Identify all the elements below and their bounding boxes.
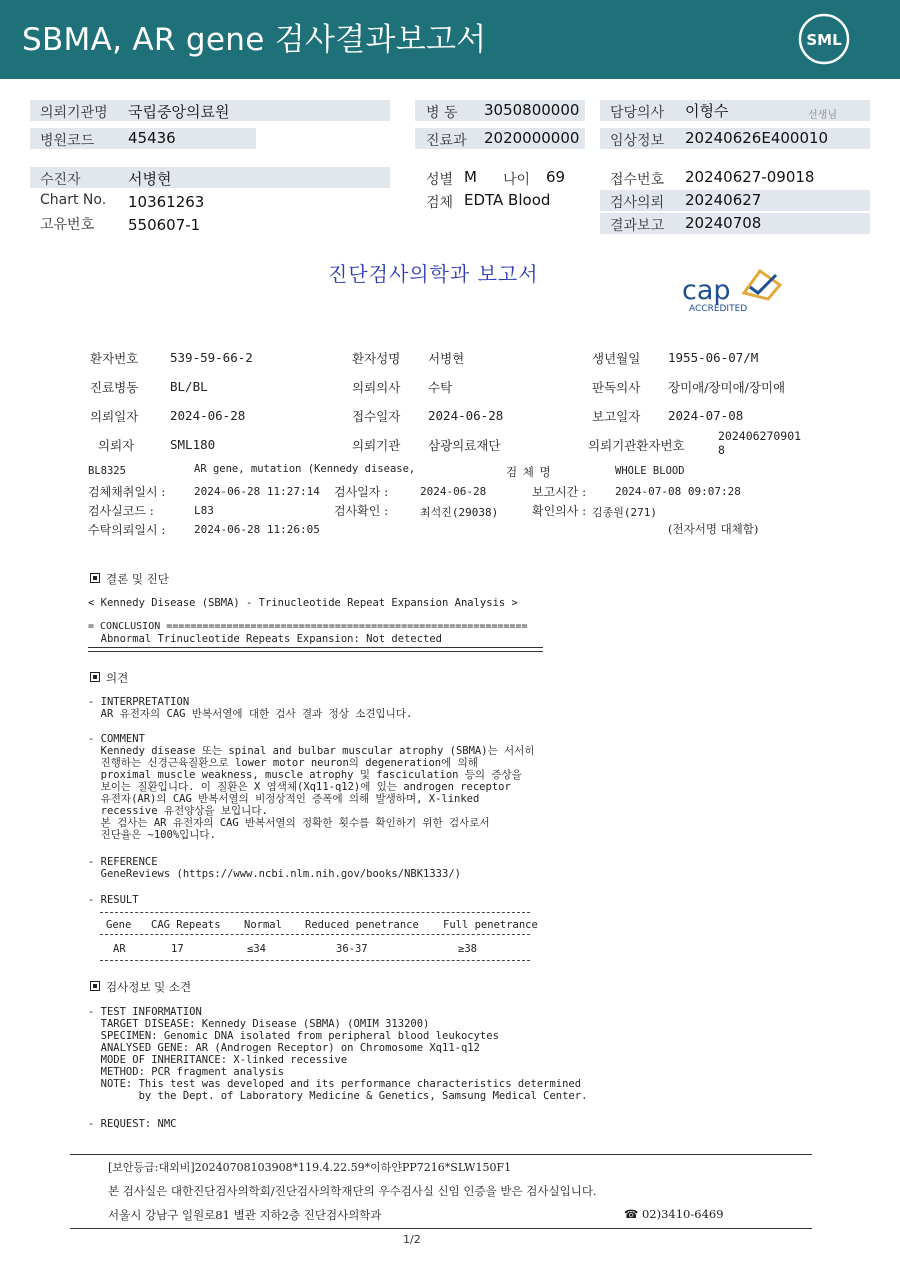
conclusion-text: Abnormal Trinucleotide Repeats Expansion: Not detected (88, 633, 443, 645)
ward-value: 3050800000 (484, 101, 580, 119)
result-col-gene: Gene (106, 919, 132, 931)
security-line: [보안등급:대외비]20240708103908*119.4.22.59*이하얀PP7216*SLW150F1 (108, 1161, 512, 1174)
cap-accredited-logo-icon (680, 265, 790, 315)
receipt-label: 접수번호 (610, 172, 665, 188)
rdoc-value: 수탁 (428, 380, 453, 395)
ward-label: 병 동 (426, 105, 458, 121)
rinst-value: 삼광의료재단 (428, 438, 501, 453)
result-cell-cag: 17 (171, 943, 184, 955)
page-number: 1/2 (403, 1233, 421, 1246)
phone-line: ☎ 02)3410-6469 (624, 1207, 724, 1221)
uid-value: 550607-1 (128, 216, 201, 234)
collect-value: 2024-06-28 11:27:14 (194, 485, 320, 498)
comment-line: proximal muscle weakness, muscle atrophy 및 fasciculation 등의 증상을 (88, 769, 522, 781)
svg-text:cap: cap (682, 275, 731, 306)
confirm-value: 최석진(29038) (420, 506, 499, 519)
doctor-suffix: 선생님 (808, 110, 837, 121)
rep-value: 2024-07-08 (668, 408, 744, 423)
test-info-line: NOTE: This test was developed and its performance characteristics determined (88, 1078, 582, 1090)
result-table-rule (100, 912, 530, 913)
test-code: BL8325 (88, 465, 126, 477)
rinst-pid-value-2: 8 (718, 443, 725, 457)
address-line: 서울시 강남구 일원로81 별관 지하2층 진단검사의학과 (108, 1208, 382, 1222)
reference-heading: - REFERENCE (88, 856, 158, 868)
recv-value: 2024-06-28 (428, 408, 504, 423)
age-value: 69 (546, 168, 566, 186)
result-col-cag: CAG Repeats (151, 919, 221, 931)
confirm-doc-label: 확인의사 : (532, 504, 587, 518)
pname-value: 서병현 (428, 351, 465, 366)
comment-line: 본 검사는 AR 유전자의 CAG 반복서열의 정확한 횟수를 확인하기 위한 검사로서 (88, 817, 490, 829)
testinfo-heading-text: 검사정보 및 소견 (106, 980, 192, 994)
testdate-value: 2024-06-28 (420, 485, 487, 498)
interpretation-heading: - INTERPRETATION (88, 696, 190, 708)
esign-note: (전자서명 대체함) (668, 522, 759, 536)
rdate-label: 의뢰일자 (90, 409, 139, 424)
ward2-value: BL/BL (170, 379, 208, 394)
result-heading: - RESULT (88, 894, 139, 906)
test-req-value: 20240627 (685, 191, 762, 209)
test-info-line: MODE OF INHERITANCE: X-linked recessive (88, 1054, 348, 1066)
result-label: 결과보고 (610, 218, 665, 234)
comment-line: 진단율은 ~100%입니다. (88, 829, 216, 841)
test-req-label: 검사의뢰 (610, 195, 665, 211)
conclusion-heading (90, 571, 169, 587)
opinion-heading-text: 의견 (106, 671, 129, 685)
clinical-value: 20240626E400010 (685, 129, 829, 147)
result-cell-normal: ≤34 (247, 943, 266, 955)
test-info-line: ANALYSED GENE: AR (Androgen Receptor) on Chromosome Xq11-q12 (88, 1042, 480, 1054)
result-col-normal: Normal (244, 919, 282, 931)
opinion-heading (90, 670, 128, 686)
rep-label: 보고일자 (592, 409, 641, 424)
dob-label: 생년월일 (592, 351, 641, 366)
specimen-name-value: WHOLE BLOOD (615, 465, 685, 477)
conclusion-heading-text: 결론 및 진단 (106, 572, 169, 586)
rinst-pid-label: 의뢰기관환자번호 (588, 438, 685, 453)
pid-value: 539-59-66-2 (170, 350, 253, 365)
test-info-line: by the Dept. of Laboratory Medicine & Genetics, Samsung Medical Center. (88, 1090, 588, 1102)
rdate-value: 2024-06-28 (170, 408, 246, 423)
reporttime-value: 2024-07-08 09:07:28 (615, 485, 741, 498)
pname-label: 환자성명 (352, 351, 401, 366)
pid-label: 환자번호 (90, 351, 139, 366)
judge-value: 장미애/장미애/장미애 (668, 380, 786, 395)
chart-value: 10361263 (128, 193, 205, 211)
rinst-pid-value-1: 202406270901 (718, 429, 802, 443)
clinical-label: 임상정보 (610, 133, 665, 149)
ward2-label: 진료병동 (90, 380, 139, 395)
req-inst-label: 의뢰기관명 (40, 105, 108, 121)
doctor-label: 담당의사 (610, 105, 665, 121)
specimen-label: 검체 (426, 195, 454, 211)
comment-line: 유전자(AR)의 CAG 반복서열의 비정상적인 증폭에 의해 발생하며, X-linked (88, 793, 480, 805)
square-bullet-icon (90, 672, 100, 682)
room-label: 검사실코드 : (88, 504, 154, 518)
specimen-name-label: 검 체 명 (506, 465, 552, 479)
sex-value: M (464, 168, 477, 186)
receipt-value: 20240627-09018 (685, 168, 815, 186)
hosp-code-label: 병원코드 (40, 133, 95, 149)
receive-label: 수탁의뢰일시 : (88, 523, 166, 537)
age-label: 나이 (503, 172, 531, 188)
sex-label: 성별 (426, 172, 454, 188)
square-bullet-icon (90, 981, 100, 991)
patient-label: 수진자 (40, 172, 81, 188)
result-col-full: Full penetrance (443, 919, 538, 931)
requester-label: 의뢰자 (98, 438, 135, 453)
confirm-label: 검사확인 : (334, 504, 389, 518)
cert-line: 본 검사실은 대한진단검사의학회/진단검사의학재단의 우수검사실 신임 인증을 받은 검사실입니다. (108, 1184, 597, 1198)
conclusion-rule: = CONCLUSION ============================================================ (88, 621, 528, 632)
footer-rule (70, 1154, 812, 1155)
collect-label: 검체채취일시 : (88, 485, 166, 499)
svg-text:SML: SML (806, 31, 842, 49)
test-info-line: SPECIMEN: Genomic DNA isolated from peripheral blood leukocytes (88, 1030, 499, 1042)
comment-line: Kennedy disease 또는 spinal and bulbar muscular atrophy (SBMA)는 서서히 (88, 745, 535, 757)
reporttime-label: 보고시간 : (532, 485, 587, 499)
testinfo-heading (90, 979, 191, 995)
report-title: 진단검사의학과 보고서 (328, 262, 539, 286)
result-col-reduced: Reduced penetrance (305, 919, 419, 931)
result-cell-gene: AR (113, 943, 126, 955)
result-table-rule (100, 934, 530, 935)
doctor-value: 이형수 (685, 102, 729, 120)
comment-line: 보이는 질환입니다. 이 질환은 X 염색체(Xq11-q12)에 있는 androgen receptor (88, 781, 511, 793)
judge-label: 판독의사 (592, 380, 641, 395)
test-info-line: TARGET DISEASE: Kennedy Disease (SBMA) (OMIM 313200) (88, 1018, 430, 1030)
comment-line: 진행하는 신경근육질환으로 lower motor neuron의 degeneration에 의해 (88, 757, 478, 769)
rdoc-label: 의뢰의사 (352, 380, 401, 395)
test-name: AR gene, mutation (Kennedy disease, (194, 463, 416, 475)
dept-value: 2020000000 (484, 129, 580, 147)
square-bullet-icon (90, 573, 100, 583)
result-cell-full: ≥38 (458, 943, 477, 955)
analysis-title: < Kennedy Disease (SBMA) - Trinucleotide Repeat Expansion Analysis > (88, 597, 518, 609)
result-table-rule (100, 960, 530, 961)
dob-value: 1955-06-07/M (668, 350, 759, 365)
interpretation-text: AR 유전자의 CAG 반복서열에 대한 검사 결과 정상 소견입니다. (88, 708, 413, 720)
recv-label: 접수일자 (352, 409, 401, 424)
room-value: L83 (194, 504, 214, 517)
dept-label: 진료과 (426, 133, 467, 149)
uid-label: 고유번호 (40, 217, 95, 233)
specimen-value: EDTA Blood (464, 191, 551, 209)
info-bar (30, 167, 390, 188)
requester-value: SML180 (170, 437, 216, 452)
conclusion-end-rule (88, 647, 543, 652)
test-info-line: METHOD: PCR fragment analysis (88, 1066, 284, 1078)
chart-label: Chart No. (40, 192, 107, 208)
hosp-code-value: 45436 (128, 129, 176, 147)
result-value: 20240708 (685, 214, 762, 232)
test-info-heading: - TEST INFORMATION (88, 1006, 202, 1018)
reference-text: GeneReviews (https://www.ncbi.nlm.nih.gov/books/NBK1333/) (88, 868, 461, 880)
confirm-doc-value: 김종원(271) (592, 506, 657, 519)
svg-text:ACCREDITED: ACCREDITED (689, 304, 748, 314)
footer-rule (70, 1228, 812, 1229)
result-cell-reduced: 36-37 (336, 943, 368, 955)
receive-value: 2024-06-28 11:26:05 (194, 523, 320, 536)
testdate-label: 검사일자 : (334, 485, 389, 499)
page-title: SBMA, AR gene 검사결과보고서 (22, 22, 487, 58)
request-line: - REQUEST: NMC (88, 1118, 177, 1130)
req-inst-value: 국립중앙의료원 (128, 103, 230, 121)
rinst-label: 의뢰기관 (352, 438, 401, 453)
comment-line: recessive 유전양상을 보입니다. (88, 805, 268, 817)
comment-heading: - COMMENT (88, 733, 145, 745)
patient-value: 서병현 (128, 170, 172, 188)
sml-logo-icon (797, 12, 851, 66)
